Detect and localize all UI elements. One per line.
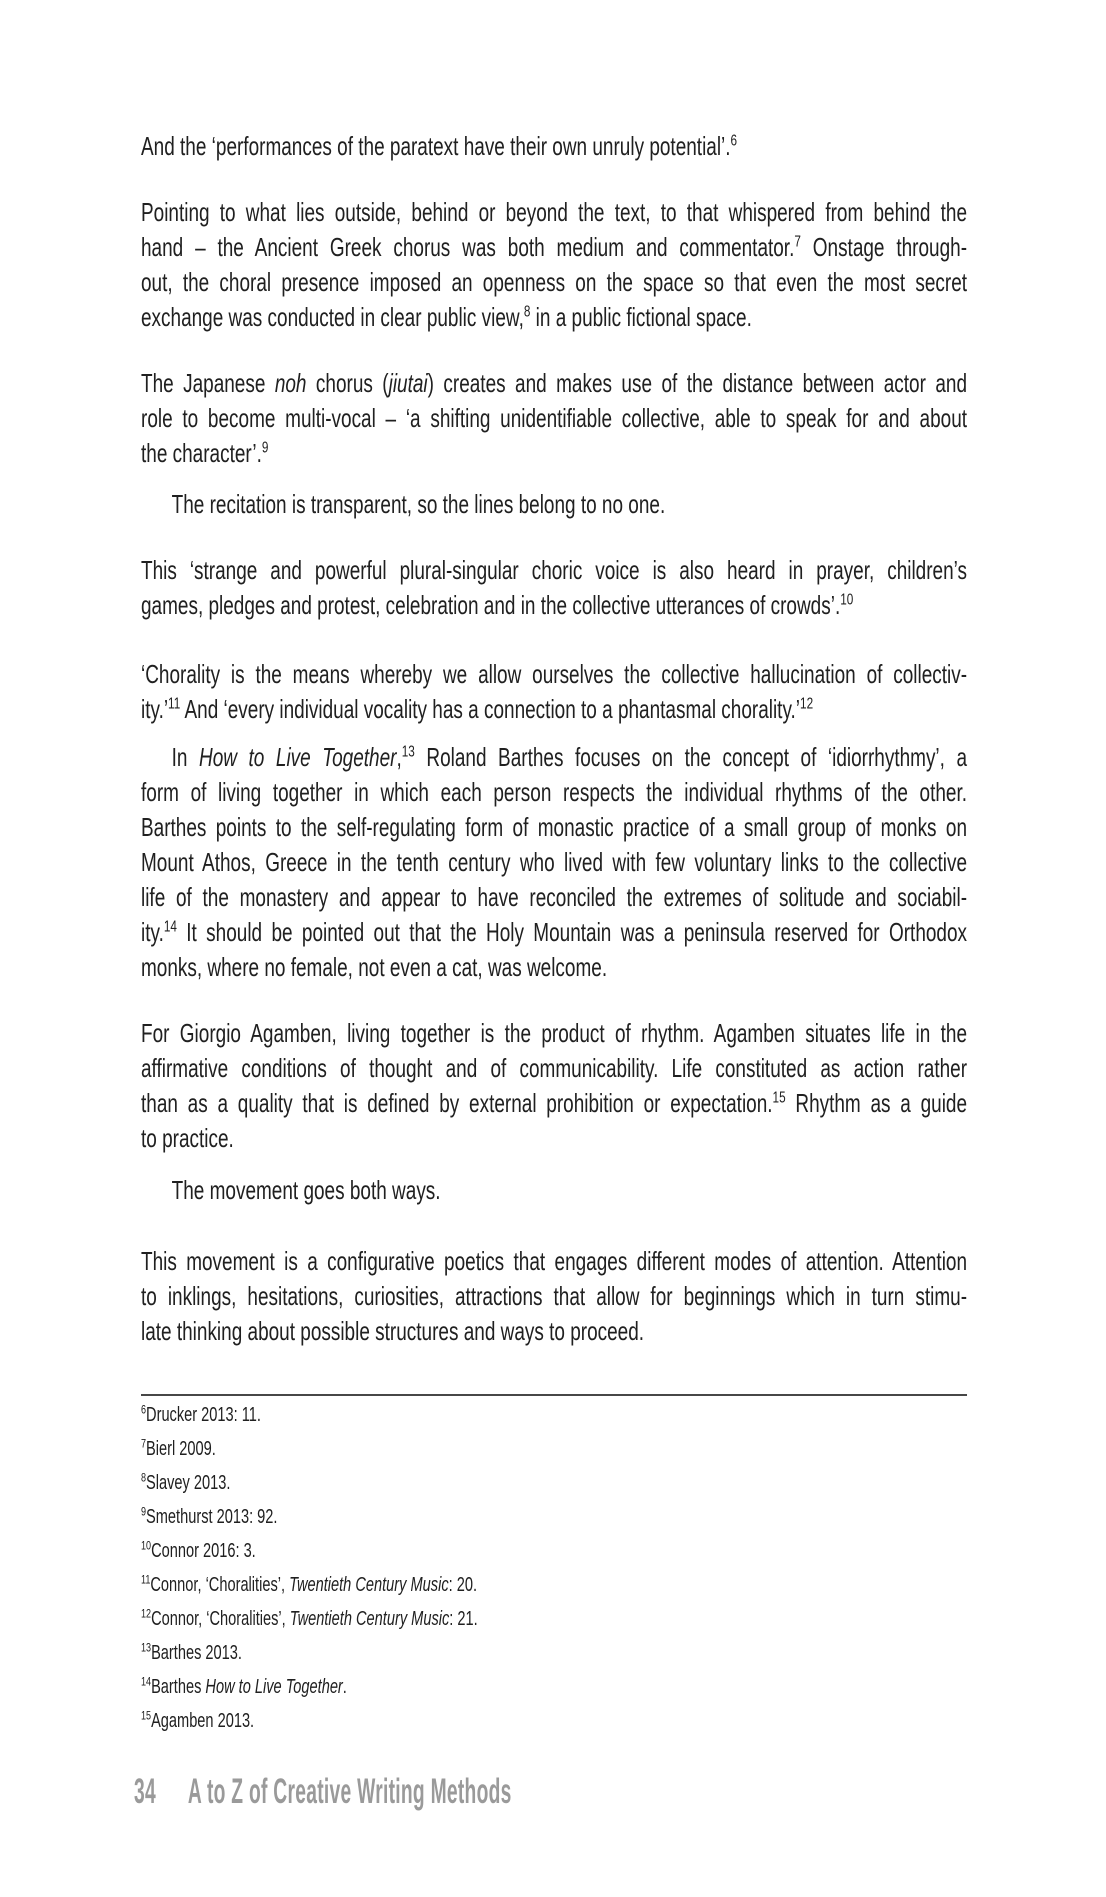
paragraph xyxy=(141,553,967,623)
text-line: ‘Chorality is the means whereby we allow ourselves the collective hallucination of collectiv- xyxy=(141,659,968,689)
page-footer xyxy=(134,1774,512,1810)
text-line: The recitation is transparent, so the lines belong to no one. xyxy=(171,489,666,519)
text-line: The Japanese noh chorus (jiutai) creates and makes use of the distance between actor and xyxy=(141,368,968,398)
footnote-item: $^6$Drucker 2013: 11. xyxy=(141,1402,261,1426)
text-line: This movement is a configurative poetics that engages different modes of attention. Attention xyxy=(141,1246,968,1276)
footnote-item: $^{12}$Connor, ‘Choralities’, Twentieth Century Music: 21. xyxy=(141,1606,478,1630)
text-line: games, pledges and protest, celebration and in the collective utterances of crowds’.$^{10}$ xyxy=(141,590,854,620)
footnote-number: 6 xyxy=(141,1402,147,1417)
paragraph xyxy=(141,740,967,985)
condensed-text-wrapper xyxy=(141,0,967,1738)
text-line: exchange was conducted in clear public view,$^8$ in a public fictional space. xyxy=(141,302,752,332)
text-line: And the ‘performances of the paratext have their own unruly potential’.$^6$ xyxy=(141,131,738,161)
text-line: the character’.$^9$ xyxy=(141,438,269,468)
footnote-item: $^{11}$Connor, ‘Choralities’, Twentieth Century Music: 20. xyxy=(141,1572,478,1596)
footnote-number: 11 xyxy=(141,1572,151,1587)
footnote-number: 13 xyxy=(141,1640,152,1655)
text-line: For Giorgio Agamben, living together is the product of rhythm. Agamben situates life in the xyxy=(141,1018,968,1048)
text-line: late thinking about possible structures and ways to proceed. xyxy=(141,1316,645,1346)
paragraph xyxy=(141,1244,967,1349)
paragraph xyxy=(141,487,967,522)
text-line: hand – the Ancient Greek chorus was both medium and commentator.$^7$ Onstage through- xyxy=(141,232,968,262)
text-line: Pointing to what lies outside, behind or beyond the text, to that whispered from behind the xyxy=(141,197,968,227)
text-line: ity.$^{14}$ It should be pointed out that the Holy Mountain was a peninsula reserved for Orthodox xyxy=(141,917,968,947)
text-line: to inklings, hesitations, curiosities, attractions that allow for beginnings which in turn stimu- xyxy=(141,1281,968,1311)
paragraph xyxy=(141,366,967,471)
page-number: 34 xyxy=(134,1772,156,1811)
text-line: monks, where no female, not even a cat, was welcome. xyxy=(141,952,608,982)
footnote-item: $^8$Slavey 2013. xyxy=(141,1470,231,1494)
text-line: This ‘strange and powerful plural-singular choric voice is also heard in prayer, children’s xyxy=(141,555,968,585)
footnote-item: $^{15}$Agamben 2013. xyxy=(141,1708,255,1732)
text-line: out, the choral presence imposed an openness on the space so that even the most secret xyxy=(141,267,968,297)
footnote-number: 10 xyxy=(141,1538,152,1553)
text-line: than as a quality that is defined by external prohibition or expectation.$^{15}$ Rhythm as a guide xyxy=(141,1088,968,1118)
text-line: to practice. xyxy=(141,1123,234,1153)
footnote-number: 14 xyxy=(141,1674,152,1689)
footnote-separator xyxy=(141,1394,967,1396)
footnote-item: $^{13}$Barthes 2013. xyxy=(141,1640,242,1664)
paragraph xyxy=(141,195,967,335)
text-line: ity.’$^{11}$ And ‘every individual vocality has a connection to a phantasmal chorality.’$^{12}$ xyxy=(141,694,814,724)
paragraphs xyxy=(141,0,967,1349)
paragraph xyxy=(141,657,967,727)
footnote-number: 7 xyxy=(141,1436,147,1451)
text-line: In How to Live Together,$^{13}$ Roland Barthes focuses on the concept of ‘idiorrhythmy’, a xyxy=(171,742,968,772)
footnote-number: 12 xyxy=(141,1606,152,1621)
text-line: form of living together in which each person respects the individual rhythms of the other. xyxy=(141,777,968,807)
book-title: A to Z of Creative Writing Methods xyxy=(187,1772,512,1811)
text-line: role to become multi-vocal – ‘a shifting unidentifiable collective, able to speak for and about xyxy=(141,403,968,433)
footnote-number: 9 xyxy=(141,1504,147,1519)
text-line: Barthes points to the self-regulating form of monastic practice of a small group of monks on xyxy=(141,812,968,842)
footnote-item: $^9$Smethurst 2013: 92. xyxy=(141,1504,278,1528)
footnote-item: $^7$Bierl 2009. xyxy=(141,1436,216,1460)
footnote-number: 8 xyxy=(141,1470,147,1485)
paragraph xyxy=(141,129,967,164)
paragraph xyxy=(141,1173,967,1208)
footnote-number: 15 xyxy=(141,1708,152,1723)
text-line: life of the monastery and appear to have reconciled the extremes of solitude and sociabil- xyxy=(141,882,968,912)
footnote-item: $^{10}$Connor 2016: 3. xyxy=(141,1538,256,1562)
text-line: Mount Athos, Greece in the tenth century who lived with few voluntary links to the collective xyxy=(141,847,968,877)
footnotes xyxy=(141,1398,967,1738)
text-line: affirmative conditions of thought and of communicability. Life constituted as action rather xyxy=(141,1053,968,1083)
footnote-item: $^{14}$Barthes How to Live Together. xyxy=(141,1674,347,1698)
paragraph xyxy=(141,1016,967,1156)
body-text-column xyxy=(141,0,967,1738)
text-line: The movement goes both ways. xyxy=(171,1175,441,1205)
